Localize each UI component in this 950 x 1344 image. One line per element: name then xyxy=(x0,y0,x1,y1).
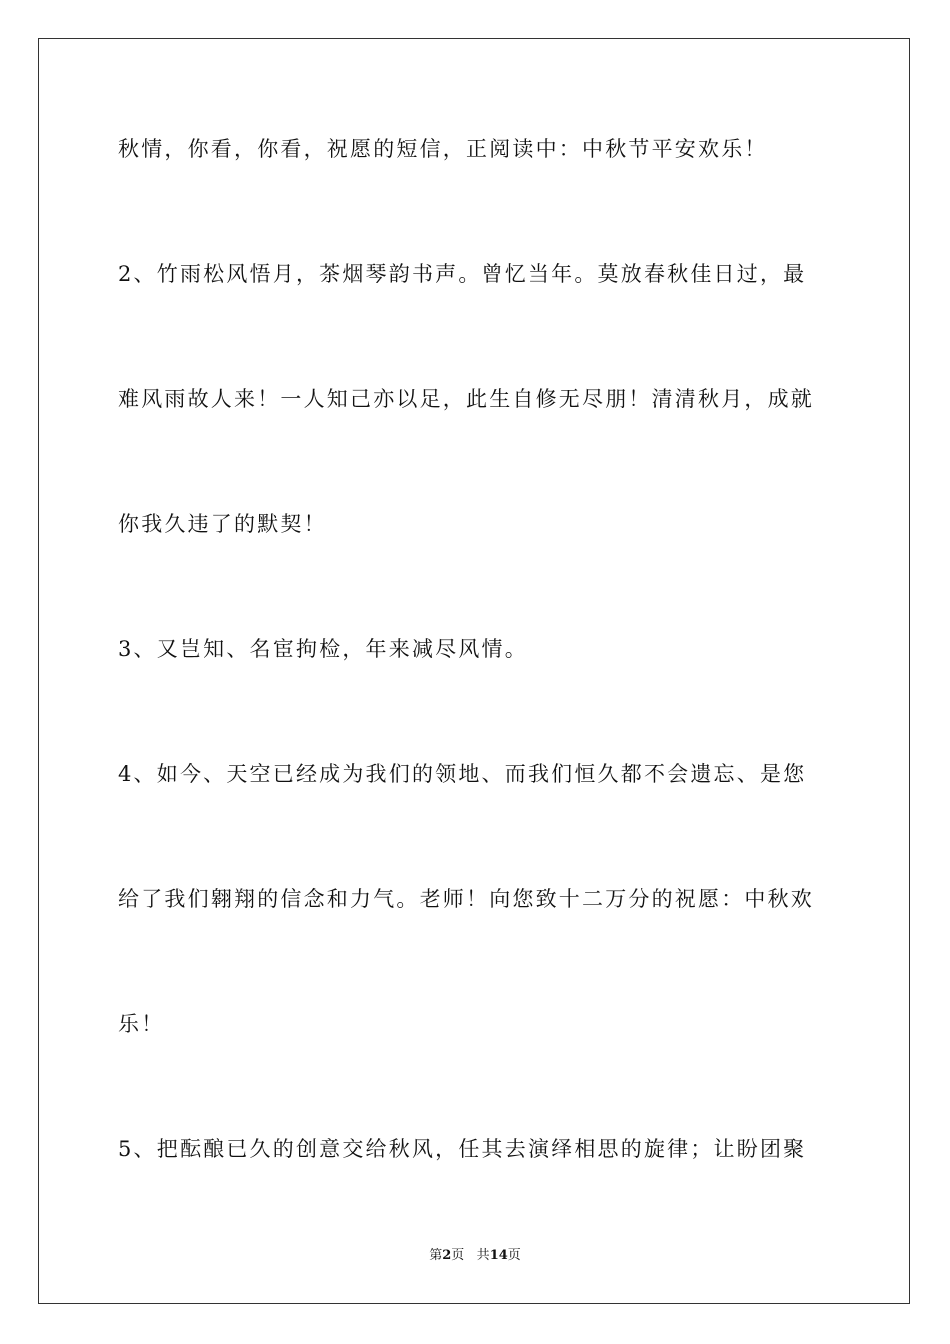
footer-page-suffix: 页 xyxy=(451,1248,465,1263)
footer-page-number: 2 xyxy=(442,1248,452,1263)
body-line-4: 你我久违了的默契！ xyxy=(118,512,327,536)
body-line-3: 难风雨故人来！一人知己亦以足，此生自修无尽朋！清清秋月，成就 xyxy=(118,387,814,411)
page-border xyxy=(38,38,910,1304)
footer-total-prefix: 共 xyxy=(476,1248,490,1263)
footer-page-prefix: 第 xyxy=(429,1248,443,1263)
body-line-9: 5、把酝酿已久的创意交给秋风，任其去演绎相思的旋律；让盼团聚 xyxy=(118,1137,807,1161)
page-footer xyxy=(0,1247,950,1265)
body-line-8: 乐！ xyxy=(118,1012,165,1036)
body-line-2: 2、竹雨松风悟月，茶烟琴韵书声。曾忆当年。莫放春秋佳日过，最 xyxy=(118,262,807,286)
footer-total-pages: 14 xyxy=(489,1248,508,1263)
body-line-6: 4、如今、天空已经成为我们的领地、而我们恒久都不会遗忘、是您 xyxy=(118,762,807,786)
body-line-7: 给了我们翱翔的信念和力气。老师！向您致十二万分的祝愿：中秋欢 xyxy=(118,887,814,911)
footer-total-suffix: 页 xyxy=(507,1248,521,1263)
body-line-5: 3、又岂知、名宦拘检，年来减尽风情。 xyxy=(118,637,528,661)
body-line-1: 秋情，你看，你看，祝愿的短信，正阅读中：中秋节平安欢乐！ xyxy=(118,137,768,161)
